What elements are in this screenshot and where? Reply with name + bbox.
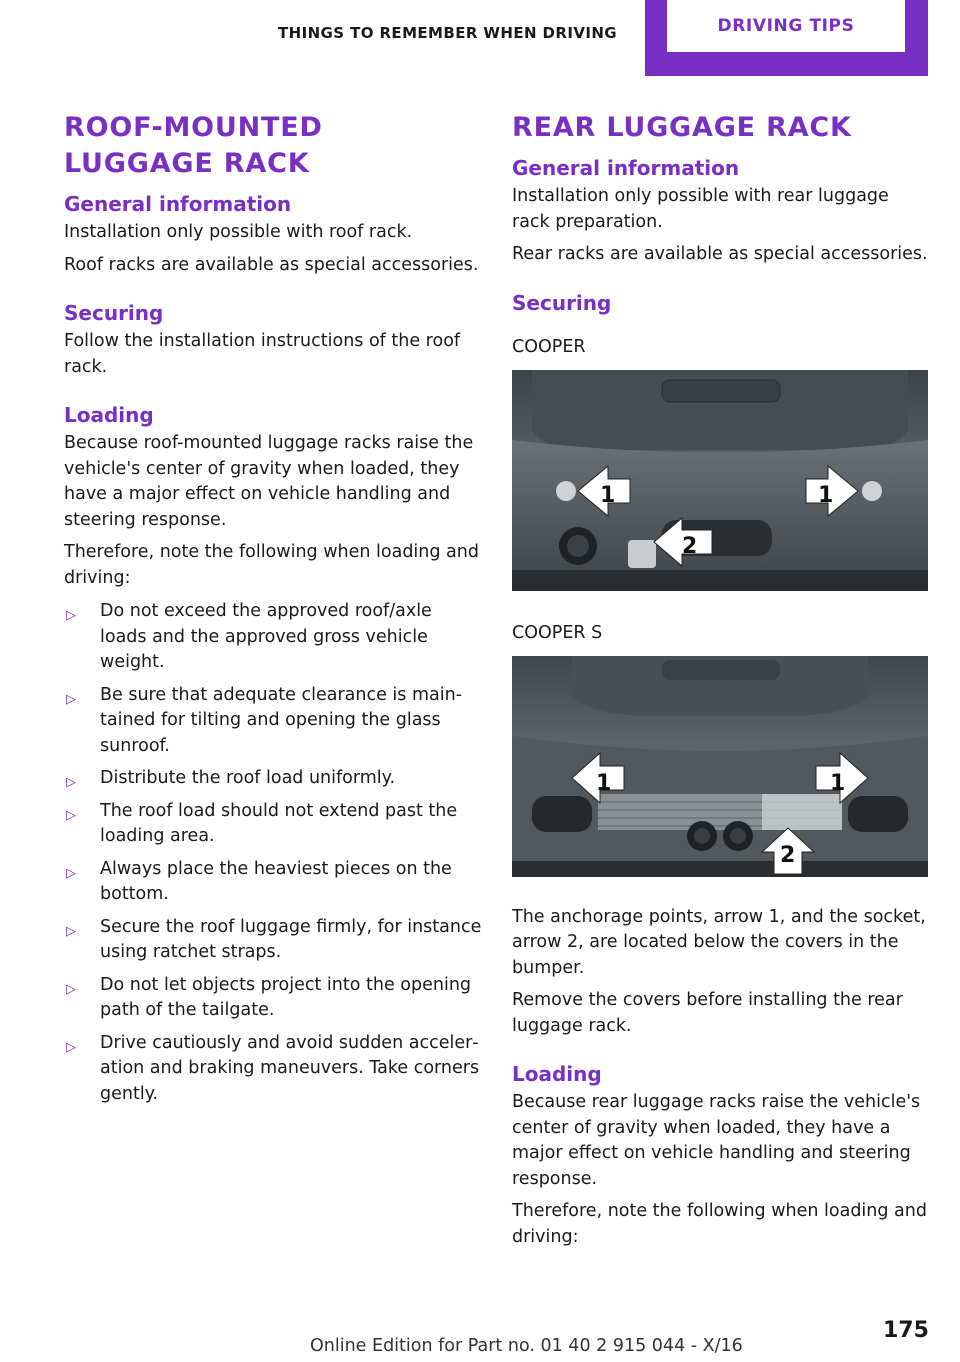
rear-loading-text-1: Because rear luggage racks raise the vehicle's center of gravity when loaded, they have a major effect on vehicle handling and steering response.: [512, 1092, 921, 1189]
roof-securing-heading: Securing: [64, 301, 164, 325]
bullet-triangle-icon: ▷: [66, 807, 76, 823]
list-item: ▷ Distribute the roof load uniformly.: [64, 765, 482, 792]
chapter-title: THINGS TO REMEMBER WHEN DRIVING: [278, 24, 617, 42]
rear-general-text-1: Installation only possible with rear luggage rack preparation.: [512, 186, 889, 232]
arrow-label-1: 1: [600, 482, 616, 508]
rear-securing-heading: Securing: [512, 290, 612, 315]
page-number: 175: [883, 1318, 929, 1343]
list-item: ▷ Secure the roof luggage firmly, for instance using ratchet straps.: [66, 916, 482, 962]
bullet-triangle-icon: ▷: [66, 775, 76, 790]
footer-edition: Online Edition for Part no. 01 40 2 915 044 - X/16: [310, 1336, 743, 1356]
arrow-label-1: 1: [818, 482, 834, 508]
arrow-label-1: 1: [596, 770, 612, 796]
right-column: [512, 110, 930, 1257]
list-item: ▷ Drive cautiously and avoid sudden acceleration and braking maneuvers. Take corners gently.: [66, 1032, 480, 1104]
roof-general-heading: General information: [64, 192, 292, 216]
arrow-label-1: 1: [830, 770, 846, 796]
section-tab: [645, 0, 928, 76]
bullet-triangle-icon: ▷: [66, 981, 76, 997]
rear-general-text-2: Rear racks are available as special accessories.: [512, 244, 928, 264]
bullet-triangle-icon: ▷: [66, 865, 76, 881]
rear-rack-title: REAR LUGGAGE RACK: [512, 112, 852, 143]
list-item: ▷ The roof load should not extend past the loading area.: [66, 800, 458, 846]
rear-loading-heading: Loading: [512, 1062, 602, 1086]
section-tab-label: DRIVING TIPS: [667, 0, 905, 52]
list-item: ▷ Do not exceed the approved roof/axle loads and the approved gross vehicle weight.: [66, 601, 432, 672]
variant-label-cooper-s: COOPER S: [512, 622, 603, 643]
roof-rack-title: ROOF-MOUNTED LUGGAGE RACK: [64, 112, 323, 179]
roof-loading-text-1: Because roof-mounted luggage racks raise the vehicle's center of gravity when loaded, they have a major effect on vehicle handling and steering response.: [64, 433, 474, 530]
left-column: [64, 110, 482, 1113]
bullet-triangle-icon: ▷: [66, 608, 76, 623]
variant-label-cooper: COOPER: [512, 336, 586, 357]
roof-loading-heading: Loading: [64, 403, 154, 427]
list-item: ▷ Be sure that adequate clearance is maintained for tilting and opening the glass sunroof.: [66, 684, 463, 756]
list-item: ▷ Do not let objects project into the opening path of the tailgate.: [66, 974, 472, 1020]
rear-anchorage-text: The anchorage points, arrow 1, and the socket, arrow 2, are located below the covers in the bumper.: [512, 906, 926, 978]
arrow-label-2: 2: [682, 533, 698, 559]
bullet-triangle-icon: ▷: [66, 691, 76, 707]
cooper-bumper-illustration: [512, 370, 928, 591]
rear-loading-text-2: Therefore, note the following when loading and driving:: [512, 1201, 927, 1247]
roof-securing-text: Follow the installation instructions of the roof rack.: [64, 331, 461, 377]
roof-loading-list: [64, 598, 482, 1107]
roof-loading-text-2: Therefore, note the following when loading and driving:: [64, 542, 479, 588]
rear-covers-text: Remove the covers before installing the rear luggage rack.: [512, 990, 903, 1036]
cooper-s-bumper-illustration: [512, 656, 928, 877]
bullet-triangle-icon: ▷: [66, 923, 76, 939]
roof-general-text-1: Installation only possible with roof rack.: [64, 222, 413, 242]
rear-general-heading: General information: [512, 156, 740, 180]
bullet-triangle-icon: ▷: [66, 1039, 76, 1055]
arrow-label-2: 2: [780, 842, 796, 868]
list-item: ▷ Always place the heaviest pieces on the bottom.: [66, 858, 452, 904]
roof-general-text-2: Roof racks are available as special accessories.: [64, 254, 479, 275]
